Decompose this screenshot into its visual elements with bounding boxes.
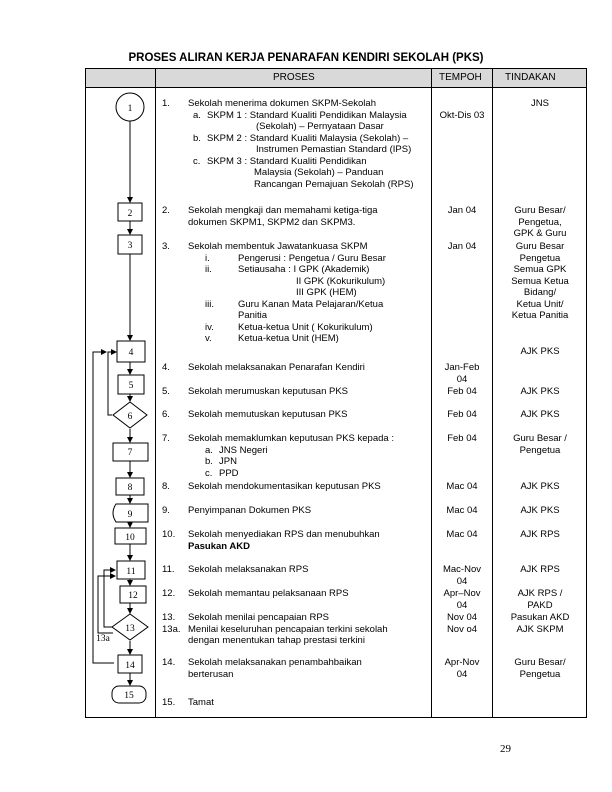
- sub-item: Ketua-ketua Unit ( Kokurikulum): [238, 321, 373, 333]
- row-text: Sekolah mendokumentasikan keputusan PKS: [188, 481, 381, 492]
- tempoh-cell: Nov o4: [446, 623, 478, 635]
- sub-item: Pengerusi : Pengetua / Guru Besar: [238, 252, 386, 264]
- tempoh-cell: Okt-Dis 03: [439, 109, 485, 121]
- sub-item: Instrumen Pemastian Standard (IPS): [256, 144, 412, 155]
- row-number: 3.: [162, 241, 170, 252]
- tempoh-cell: Apr-Nov: [444, 657, 480, 668]
- tindakan-cell: AJK SKPM: [516, 623, 564, 635]
- row-number: 10.: [162, 529, 176, 540]
- tempoh-cell: Jan 04: [447, 241, 477, 252]
- tindakan-cell: Pengetua: [519, 668, 561, 680]
- flow-label: 4: [128, 348, 134, 358]
- row-text: Pasukan AKD: [188, 540, 250, 552]
- flow-label: 15: [124, 691, 134, 701]
- tindakan-cell: Bidang/: [523, 287, 557, 298]
- sub-item: iii.: [205, 298, 214, 310]
- flow-label: 3: [127, 241, 133, 251]
- header-tempoh: TEMPOH: [439, 72, 482, 83]
- sub-item: Malaysia (Sekolah) – Panduan: [254, 167, 384, 178]
- tindakan-cell: Guru Besar/: [514, 657, 566, 668]
- row-text: Sekolah mengkaji dan memahami ketiga-tiga: [188, 205, 378, 216]
- row-text: berterusan: [188, 668, 234, 680]
- tempoh-cell: 04: [456, 599, 468, 611]
- flow-label: 13: [125, 624, 135, 634]
- tempoh-cell: Feb 04: [447, 433, 477, 444]
- tindakan-cell: AJK PKS: [520, 505, 560, 516]
- sub-item: II GPK (Kokurikulum): [296, 275, 386, 287]
- row-number: 4.: [162, 362, 170, 373]
- sub-item: Panitia: [238, 310, 268, 321]
- flow-label: 7: [127, 448, 133, 458]
- row-text: Sekolah memutuskan keputusan PKS: [188, 409, 348, 420]
- tempoh-cell: Nov 04: [446, 612, 478, 623]
- sub-item: III GPK (HEM): [296, 287, 357, 298]
- row-number: 7.: [162, 433, 170, 444]
- tempoh-cell: Mac 04: [446, 481, 478, 492]
- tempoh-cell: Feb 04: [447, 409, 477, 420]
- tindakan-cell: GPK & Guru: [513, 228, 567, 239]
- flow-label: 8: [127, 483, 133, 493]
- flow-label: 2: [127, 209, 133, 219]
- sub-item: Setiausaha : I GPK (Akademik): [238, 264, 370, 275]
- row-text: Sekolah menyediakan RPS dan menubuhkan: [188, 529, 380, 540]
- sub-item: a.: [205, 444, 213, 456]
- tindakan-cell: AJK PKS: [520, 481, 560, 492]
- tempoh-cell: 04: [456, 668, 468, 680]
- tindakan-cell: AJK RPS: [520, 529, 560, 540]
- sub-item: (Sekolah) – Pernyataan Dasar: [256, 121, 384, 132]
- row-number: 9.: [162, 505, 170, 516]
- tindakan-cell: JNS: [531, 98, 549, 109]
- sub-item: iv.: [205, 321, 214, 333]
- tempoh-cell: Jan-Feb: [444, 362, 480, 373]
- tempoh-cell: 04: [456, 373, 468, 385]
- sub-item: PPD: [219, 467, 239, 479]
- row-number: 13a.: [162, 623, 181, 635]
- tindakan-cell: Guru Besar/: [514, 205, 566, 216]
- row-number: 14.: [162, 657, 176, 668]
- row-number: 8.: [162, 481, 170, 492]
- row-text: Sekolah melaksanakan RPS: [188, 564, 309, 575]
- flow-label: 1: [127, 104, 133, 114]
- row-number: 1.: [162, 98, 170, 109]
- row-text: Menilai keseluruhan pencapaian terkini sekolah: [188, 623, 388, 635]
- row-text: dokumen SKPM1, SKPM2 dan SKPM3.: [188, 216, 356, 228]
- tindakan-cell: AJK PKS: [520, 409, 560, 420]
- row-text: Sekolah menilai pencapaian RPS: [188, 612, 330, 623]
- tindakan-cell: Semua GPK: [513, 264, 567, 275]
- tempoh-cell: 04: [456, 575, 468, 587]
- sub-item: SKPM 3 : Standard Kualiti Pendidikan: [207, 155, 367, 167]
- row-number: 12.: [162, 588, 176, 599]
- flow-label: 11: [126, 567, 136, 577]
- header-tindakan: TINDAKAN: [505, 72, 556, 83]
- row-number: 15.: [162, 697, 176, 708]
- row-number: 6.: [162, 409, 170, 420]
- tindakan-cell: Pasukan AKD: [510, 612, 570, 623]
- sub-item: SKPM 2 : Standard Kualiti Malaysia (Sekolah) –: [207, 132, 409, 144]
- row-text: Sekolah memantau pelaksanaan RPS: [188, 588, 349, 599]
- tindakan-cell: Guru Besar: [515, 241, 565, 252]
- flow-label: 5: [128, 381, 134, 391]
- flow-label: 13a: [96, 634, 110, 644]
- tindakan-cell: Guru Besar /: [513, 433, 567, 444]
- row-text: Sekolah membentuk Jawatankuasa SKPM: [188, 241, 368, 252]
- tindakan-cell: Semua Ketua: [511, 275, 569, 287]
- sub-item: a.: [193, 109, 201, 121]
- row-text: Sekolah melaksanakan Penarafan Kendiri: [188, 362, 365, 373]
- tempoh-cell: Feb 04: [447, 386, 477, 397]
- tindakan-cell: Ketua Unit/: [516, 298, 564, 310]
- tindakan-cell: AJK PKS: [520, 386, 560, 397]
- tindakan-cell: Pengetua: [519, 444, 561, 456]
- row-text: dengan menentukan tahap prestasi terkini: [188, 635, 365, 646]
- row-number: 11.: [162, 564, 175, 575]
- row-text: Sekolah menerima dokumen SKPM-Sekolah: [188, 98, 376, 109]
- sub-item: v.: [205, 333, 212, 344]
- sub-item: c.: [205, 467, 213, 479]
- tindakan-cell: AJK RPS /: [517, 588, 563, 599]
- sub-item: JPN: [219, 456, 237, 467]
- flow-label: 12: [128, 591, 138, 601]
- row-text: Sekolah melaksanakan penambahbaikan: [188, 657, 362, 668]
- sub-item: Rancangan Pemajuan Sekolah (RPS): [254, 178, 414, 190]
- header-proses: PROSES: [273, 72, 315, 83]
- sub-item: Ketua-ketua Unit (HEM): [238, 333, 339, 344]
- row-number: 13.: [162, 612, 176, 623]
- sub-item: Guru Kanan Mata Pelajaran/Ketua: [238, 298, 384, 310]
- row-number: 2.: [162, 205, 170, 216]
- row-text: Sekolah memaklumkan keputusan PKS kepada :: [188, 433, 394, 444]
- sub-item: b.: [205, 456, 213, 467]
- sub-item: SKPM 1 : Standard Kualiti Pendidikan Malaysia: [207, 109, 407, 121]
- tempoh-cell: Mac-Nov: [442, 564, 481, 575]
- flow-label: 6: [127, 412, 133, 422]
- flow-label: 9: [127, 510, 133, 520]
- sub-item: b.: [193, 132, 201, 144]
- page-title: PROSES ALIRAN KERJA PENARAFAN KENDIRI SEKOLAH (PKS): [128, 52, 484, 64]
- tindakan-cell: Pengetua: [519, 252, 561, 264]
- sub-item: c.: [193, 155, 201, 167]
- tindakan-cell: AJK PKS: [520, 346, 560, 357]
- sub-item: i.: [205, 252, 210, 264]
- tindakan-cell: AJK RPS: [520, 564, 560, 575]
- flow-label: 14: [125, 661, 135, 671]
- tempoh-cell: Mac 04: [446, 529, 478, 540]
- row-text: Tamat: [188, 697, 214, 708]
- tempoh-cell: Apr–Nov: [443, 588, 481, 599]
- sub-item: ii.: [205, 264, 212, 275]
- tindakan-cell: Ketua Panitia: [511, 310, 569, 321]
- tempoh-cell: Jan 04: [447, 205, 477, 216]
- row-text: Penyimpanan Dokumen PKS: [188, 505, 312, 516]
- row-number: 5.: [162, 386, 170, 397]
- tempoh-cell: Mac 04: [446, 505, 478, 516]
- tindakan-cell: PAKD: [527, 599, 553, 611]
- sub-item: JNS Negeri: [219, 444, 268, 456]
- row-text: Sekolah merumuskan keputusan PKS: [188, 386, 349, 397]
- tindakan-cell: Pengetua,: [518, 216, 562, 228]
- flow-label: 10: [125, 533, 135, 543]
- page-number: 29: [500, 743, 511, 755]
